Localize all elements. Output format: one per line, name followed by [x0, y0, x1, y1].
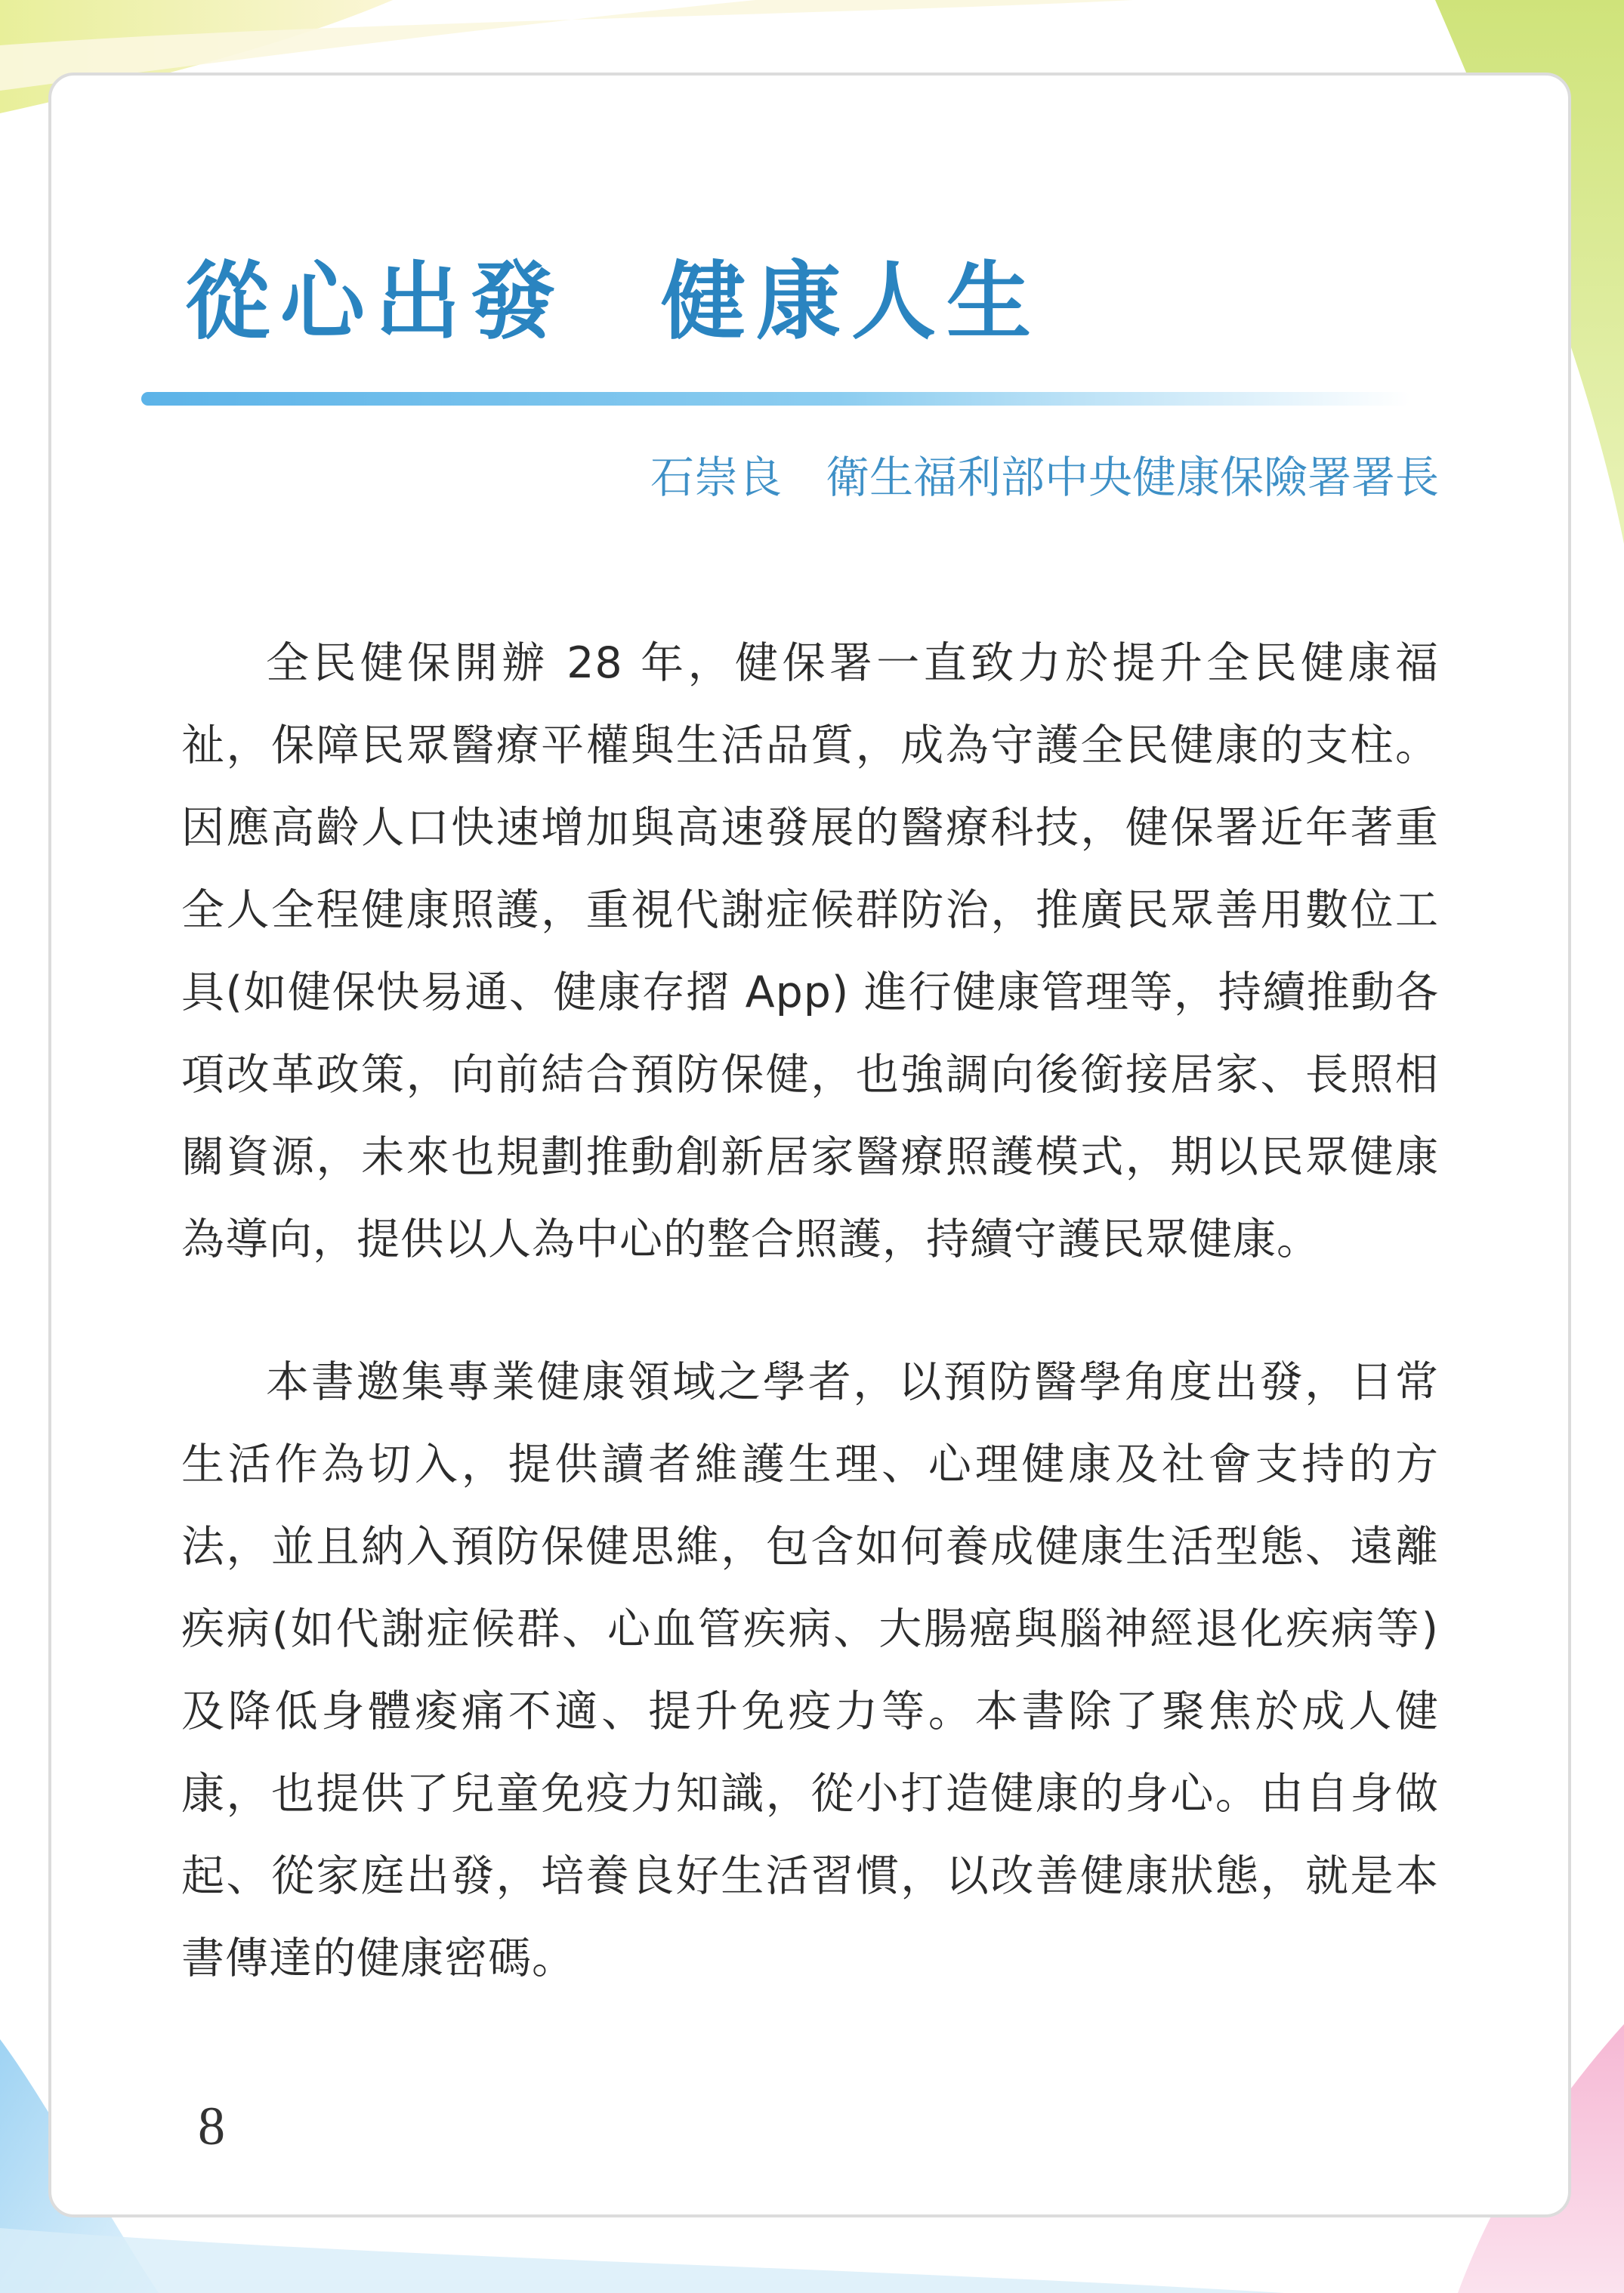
page-title: 從心出發 健康人生 — [185, 253, 1042, 351]
decor-lightblue-bottom — [0, 2228, 1284, 2293]
author-byline: 石崇良 衛生福利部中央健康保險署署長 — [650, 452, 1439, 503]
body-paragraph-1: 全民健保開辦 28 年，健保署一直致力於提升全民健康福祉，保障民眾醫療平權與生活品質，成為守護全民健康的支柱。因應高齡人口快速增加與高速發展的醫療科技，健保署近年著重全人全程健康照護，重視代謝症候群防治，推廣民眾善用數位工具(如健保快易通、健康存摺 App) 進行健康管理等，持續推動各項改革政策，向前結合預防保健，也強調向後銜接居家、長照相關資源，未來也規劃推動創新居家醫療照護模式，期以民眾健康為導向，提供以人為中心的整合照護，持續守護民眾健康。 — [181, 638, 1439, 1264]
title-underline — [141, 392, 1410, 406]
body-paragraph-2: 本書邀集專業健康領域之學者，以預防醫學角度出發，日常生活作為切入，提供讀者維護生理、心理健康及社會支持的方法，並且納入預防保健思維，包含如何養成健康生活型態、遠離疾病(如代謝症候群、心血管疾病、大腸癌與腦神經退化疾病等)及降低身體痠痛不適、提升免疫力等。本書除了聚焦於成人健康，也提供了兒童免疫力知識，從小打造健康的身心。由自身做起、從家庭出發，培養良好生活習慣，以改善健康狀態，就是本書傳達的健康密碼。 — [181, 1357, 1439, 1983]
page-number: 8 — [198, 2096, 225, 2156]
